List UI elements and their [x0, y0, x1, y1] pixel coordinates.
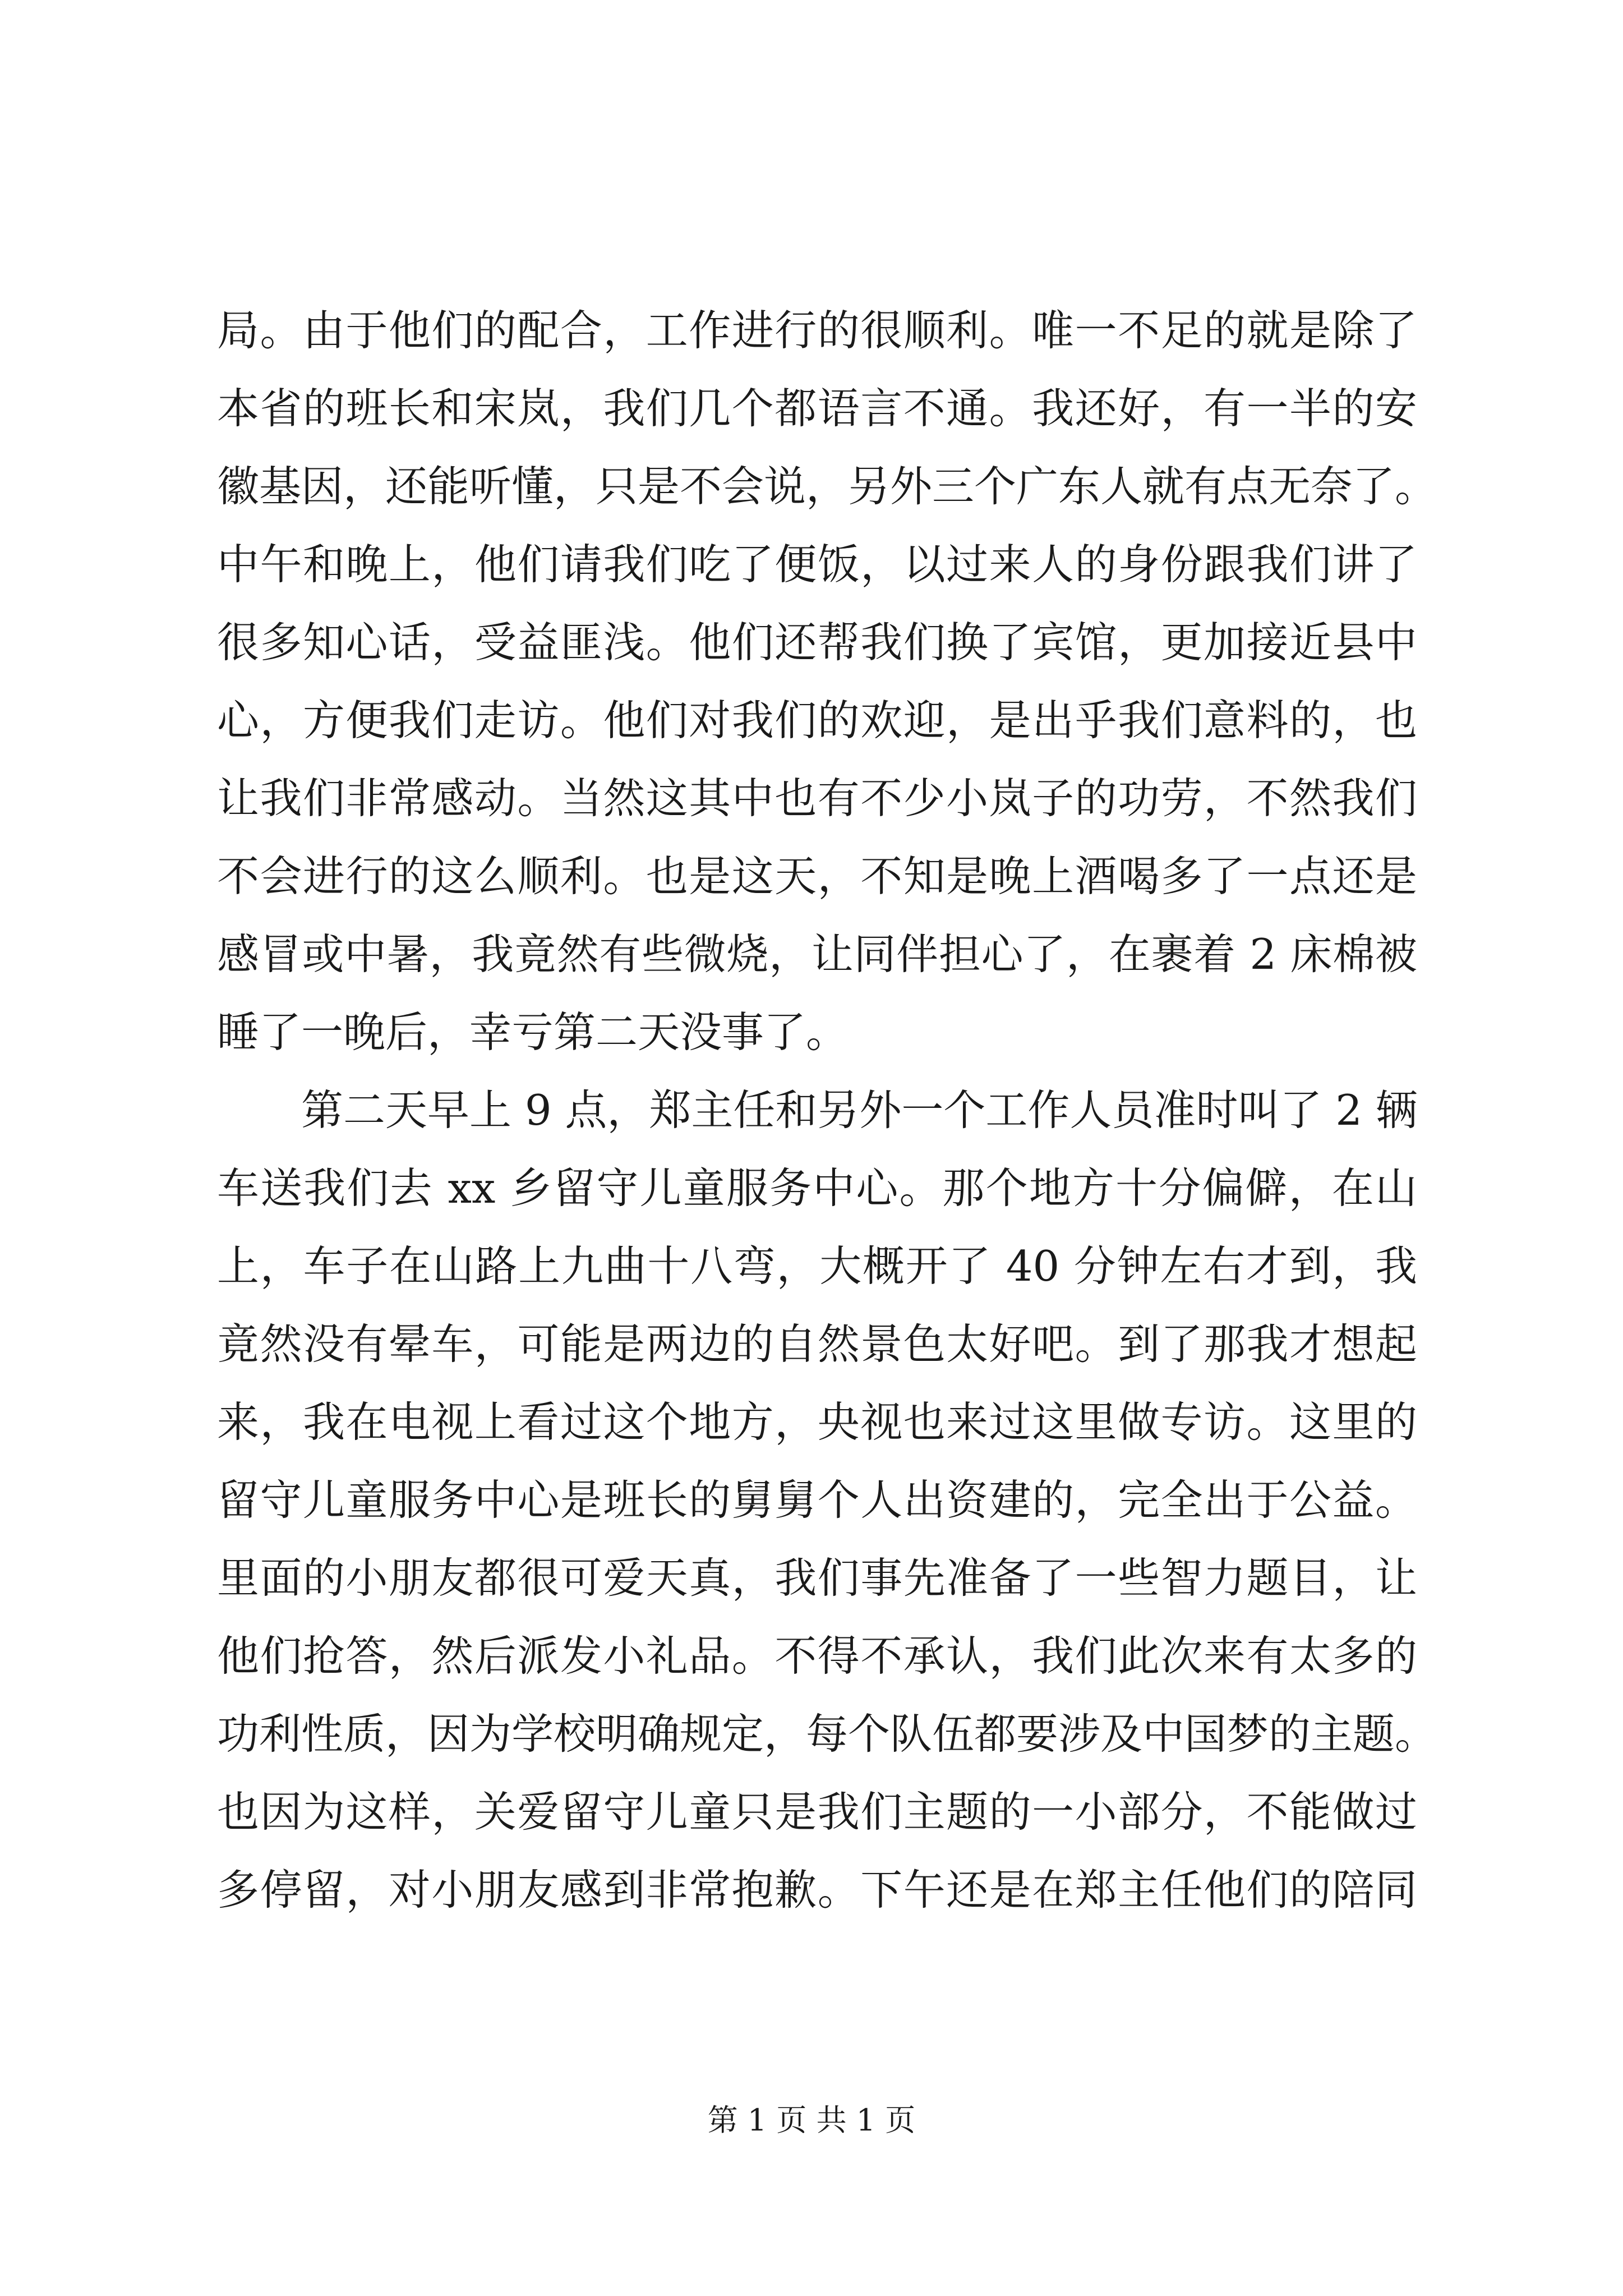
page-footer	[0, 2098, 1623, 2143]
text-line: 本省的班长和宋岚，我们几个都语言不通。我还好，有一半的安	[217, 384, 1417, 433]
text-line: 车送我们去 xx 乡留守儿童服务中心。那个地方十分偏僻，在山	[217, 1163, 1417, 1213]
text-line: 局。由于他们的配合，工作进行的很顺利。唯一不足的就是除了	[217, 306, 1417, 355]
text-line: 中午和晚上，他们请我们吃了便饭，以过来人的身份跟我们讲了	[217, 540, 1417, 589]
paragraph-2	[217, 1071, 1437, 1929]
text-line: 感冒或中暑，我竟然有些微烧，让同伴担心了，在裹着 2 床棉被	[217, 930, 1417, 979]
text-line: 他们抢答，然后派发小礼品。不得不承认，我们此次来有太多的	[217, 1631, 1417, 1681]
text-line: 上，车子在山路上九曲十八弯，大概开了 40 分钟左右才到，我	[217, 1241, 1417, 1291]
text-line: 心，方便我们走访。他们对我们的欢迎，是出乎我们意料的，也	[217, 696, 1417, 745]
text-line: 功利性质，因为学校明确规定，每个队伍都要涉及中国梦的主题。	[217, 1709, 1437, 1759]
paragraph-1	[217, 292, 1437, 1071]
text-line: 留守儿童服务中心是班长的舅舅个人出资建的，完全出于公益。	[217, 1475, 1417, 1525]
text-line: 让我们非常感动。当然这其中也有不少小岚子的功劳，不然我们	[217, 774, 1417, 823]
text-line: 第二天早上 9 点，郑主任和另外一个工作人员准时叫了 2 辆	[301, 1085, 1418, 1135]
text-line: 竟然没有晕车，可能是两边的自然景色太好吧。到了那我才想起	[217, 1319, 1417, 1369]
page-number-label: 第 1 页 共 1 页	[707, 2102, 916, 2138]
text-line: 也因为这样，关爱留守儿童只是我们主题的一小部分，不能做过	[217, 1787, 1417, 1837]
text-line: 睡了一晚后，幸亏第二天没事了。	[217, 1007, 849, 1057]
text-line: 里面的小朋友都很可爱天真，我们事先准备了一些智力题目，让	[217, 1553, 1417, 1603]
text-line: 不会进行的这么顺利。也是这天，不知是晚上酒喝多了一点还是	[217, 852, 1417, 901]
text-line: 很多知心话，受益匪浅。他们还帮我们换了宾馆，更加接近县中	[217, 618, 1417, 667]
text-line: 徽基因，还能听懂，只是不会说，另外三个广东人就有点无奈了。	[217, 462, 1437, 511]
text-line: 多停留，对小朋友感到非常抱歉。下午还是在郑主任他们的陪同	[217, 1865, 1417, 1915]
document-body	[217, 292, 1437, 1929]
text-line: 来，我在电视上看过这个地方，央视也来过这里做专访。这里的	[217, 1397, 1417, 1447]
